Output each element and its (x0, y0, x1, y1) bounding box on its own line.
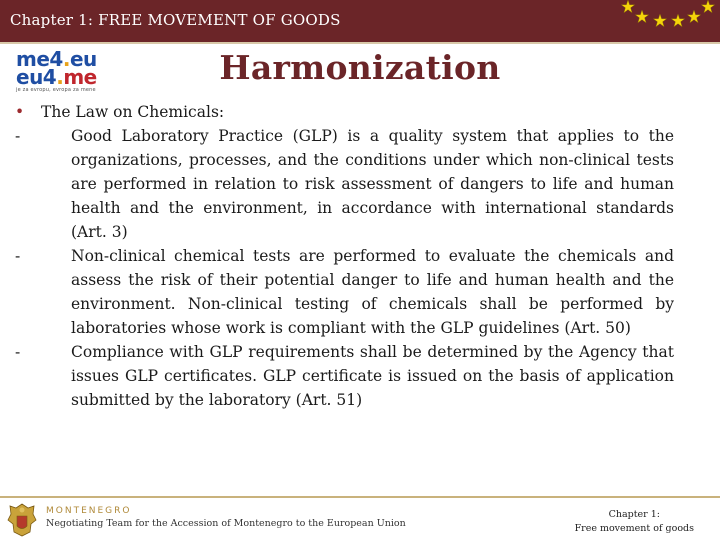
list-item (14, 340, 674, 412)
section-heading-row (14, 100, 674, 124)
footer-chapter-label: Chapter 1: (608, 509, 660, 520)
footer-divider (0, 496, 720, 498)
list-item-text: Good Laboratory Practice (GLP) is a quality system that applies to the organizations, processes, and the conditions under which non-clinical tests are performed in relation to risk assessment of dangers to life and human health and the environment, in accordance with international standards (Art. 3) (71, 127, 674, 241)
eu-stars-icon (600, 0, 720, 42)
footer-country: MONTENEGRO (46, 506, 132, 516)
logo-text: . (62, 47, 70, 71)
logo-text: me4 (16, 47, 63, 71)
footer-left (46, 506, 406, 529)
logo-text: eu4 (16, 65, 57, 89)
page-title: Harmonization (219, 48, 501, 87)
footer-chapter (575, 508, 694, 536)
logo-text: eu (69, 47, 97, 71)
list-item-text: Compliance with GLP requirements shall be determined by the Agency that issues GLP certificates. GLP certificate is issued on the basis of application submitted by the laboratory (Art. 51) (71, 343, 674, 409)
chapter-header-title: Chapter 1: FREE MOVEMENT OF GOODS (10, 11, 341, 29)
dash-marker: - (15, 127, 21, 145)
list-item-text: Non-clinical chemical tests are performed to evaluate the chemicals and assess the risk of their potential danger to life and human health and the environment. Non-clinical testing of chemicals shall be performed by laboratories whose work is compliant with the GLP guidelines (Art. 50) (71, 247, 674, 337)
footer-team-name: Negotiating Team for the Accession of Montenegro to the European Union (46, 518, 406, 529)
dash-marker: - (15, 247, 21, 265)
dash-marker: - (15, 343, 21, 361)
coat-of-arms-icon (6, 502, 38, 538)
slide-content (14, 100, 674, 412)
footer-chapter-name: Free movement of goods (574, 523, 694, 534)
list-item (14, 244, 674, 340)
header-bar (0, 0, 720, 44)
logo-tagline: je za evropu, evropa za mene (16, 87, 96, 93)
section-heading: The Law on Chemicals: (41, 103, 225, 121)
bullet-icon: • (15, 103, 25, 121)
list-item (14, 124, 674, 244)
logo-text: . (56, 65, 64, 89)
logo-text: me (63, 65, 97, 89)
